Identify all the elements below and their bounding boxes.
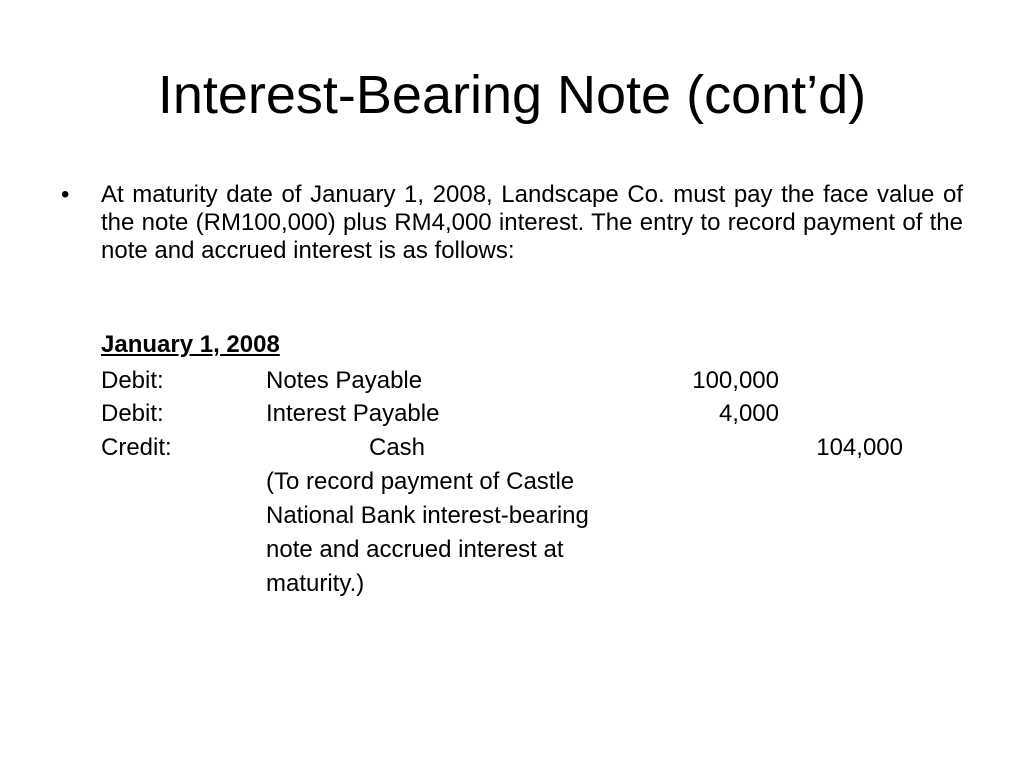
journal-row	[0, 366, 1024, 396]
journal-row	[0, 399, 1024, 429]
narration-line: (To record payment of Castle	[266, 468, 575, 495]
entry-account: Interest Payable	[266, 400, 440, 427]
journal-date: January 1, 2008	[101, 331, 280, 358]
bullet-icon: •	[61, 181, 70, 208]
entry-debit-amount: 4,000	[718, 400, 779, 427]
entry-type: Debit:	[101, 400, 164, 427]
entry-debit-amount: 100,000	[692, 367, 779, 394]
bullet-paragraph: At maturity date of January 1, 2008, Landscape Co. must pay the face value of the note (RM100,000) plus RM4,000 interest. The entry to record payment of the note and accrued interest is as follows:	[101, 181, 963, 264]
entry-type: Debit:	[101, 367, 164, 394]
entry-type: Credit:	[101, 434, 172, 461]
slide-title: Interest-Bearing Note (cont’d)	[157, 65, 867, 125]
narration-line: note and accrued interest at	[266, 536, 564, 563]
journal-row	[0, 433, 1024, 463]
entry-account: Cash	[369, 434, 426, 461]
narration-line: National Bank interest-bearing	[266, 502, 589, 529]
narration-line: maturity.)	[266, 570, 365, 597]
entry-account: Notes Payable	[266, 367, 423, 394]
entry-credit-amount: 104,000	[816, 434, 903, 461]
